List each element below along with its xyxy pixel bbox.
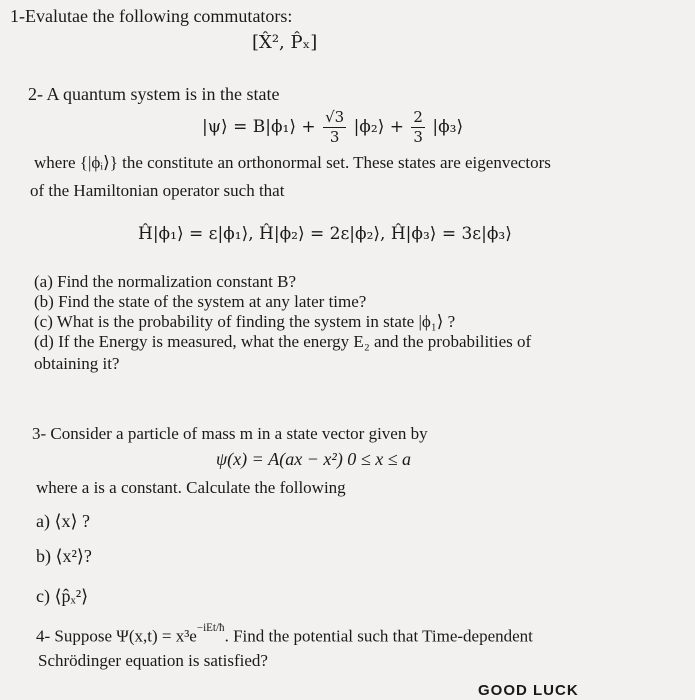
q2-part-d-line1: (d) If the Energy is measured, what the energy E₂ and the probabilities of [34, 332, 532, 351]
fraction-denominator: 3 [413, 128, 423, 146]
q4-exponent: −iEt/ħ [196, 622, 225, 634]
q3-intro: 3- Consider a particle of mass m in a state vector given by [32, 424, 428, 443]
q3-part-a: a) ⟨x⟩ ? [36, 511, 91, 531]
state-end: |ϕ₃⟩ [432, 117, 464, 137]
q3-wavefunction: ψ(x) = A(ax − x²) 0 ≤ x ≤ a [216, 449, 412, 469]
q2-hamiltonian-equation: Ĥ|ϕ₁⟩ = ε|ϕ₁⟩, Ĥ|ϕ₂⟩ = 2ε|ϕ₂⟩, Ĥ|ϕ₃⟩ = 3ε|ϕ₃⟩ [138, 224, 512, 244]
q2-of-line: of the Hamiltonian operator such that [30, 181, 285, 200]
q4-line2: Schrödinger equation is satisfied? [38, 651, 268, 670]
q3-part-c: c) ⟨p̂ₓ²⟩ [36, 586, 89, 606]
state-lhs: |ψ⟩ = B|ϕ₁⟩ + [202, 117, 316, 137]
q4-line1 [36, 622, 533, 647]
q2-intro: 2- A quantum system is in the state [28, 84, 280, 104]
q2-part-a: (a) Find the normalization constant B? [34, 272, 297, 291]
q1-commutator: [X̂², P̂ₓ] [252, 32, 318, 53]
fraction-2-over-3 [411, 110, 425, 145]
q3-where-line: where a is a constant. Calculate the following [36, 478, 346, 497]
q2-state-equation [202, 110, 463, 145]
state-mid: |ϕ₂⟩ + [353, 117, 404, 137]
fraction-denominator: 3 [329, 128, 340, 146]
q2-part-d-line2: obtaining it? [34, 354, 120, 373]
q2-where-line: where {|ϕᵢ⟩} the constitute an orthonormal set. These states are eigenvectors [34, 153, 551, 172]
fraction-sqrt3-over-3 [323, 110, 346, 145]
q4-suffix: . Find the potential such that Time-dependent [224, 626, 533, 646]
q2-part-b: (b) Find the state of the system at any later time? [34, 292, 367, 311]
fraction-numerator: √3 [325, 108, 345, 126]
good-luck-text: GOOD LUCK [478, 682, 579, 699]
fraction-numerator: 2 [413, 108, 423, 126]
q2-part-c: (c) What is the probability of finding the system in state |ϕ₁⟩ ? [34, 312, 456, 331]
q4-prefix: 4- Suppose Ψ(x,t) = x³e [36, 626, 197, 646]
q3-part-b: b) ⟨x²⟩? [36, 546, 92, 566]
q1-title: 1-Evalutae the following commutators: [10, 6, 293, 26]
